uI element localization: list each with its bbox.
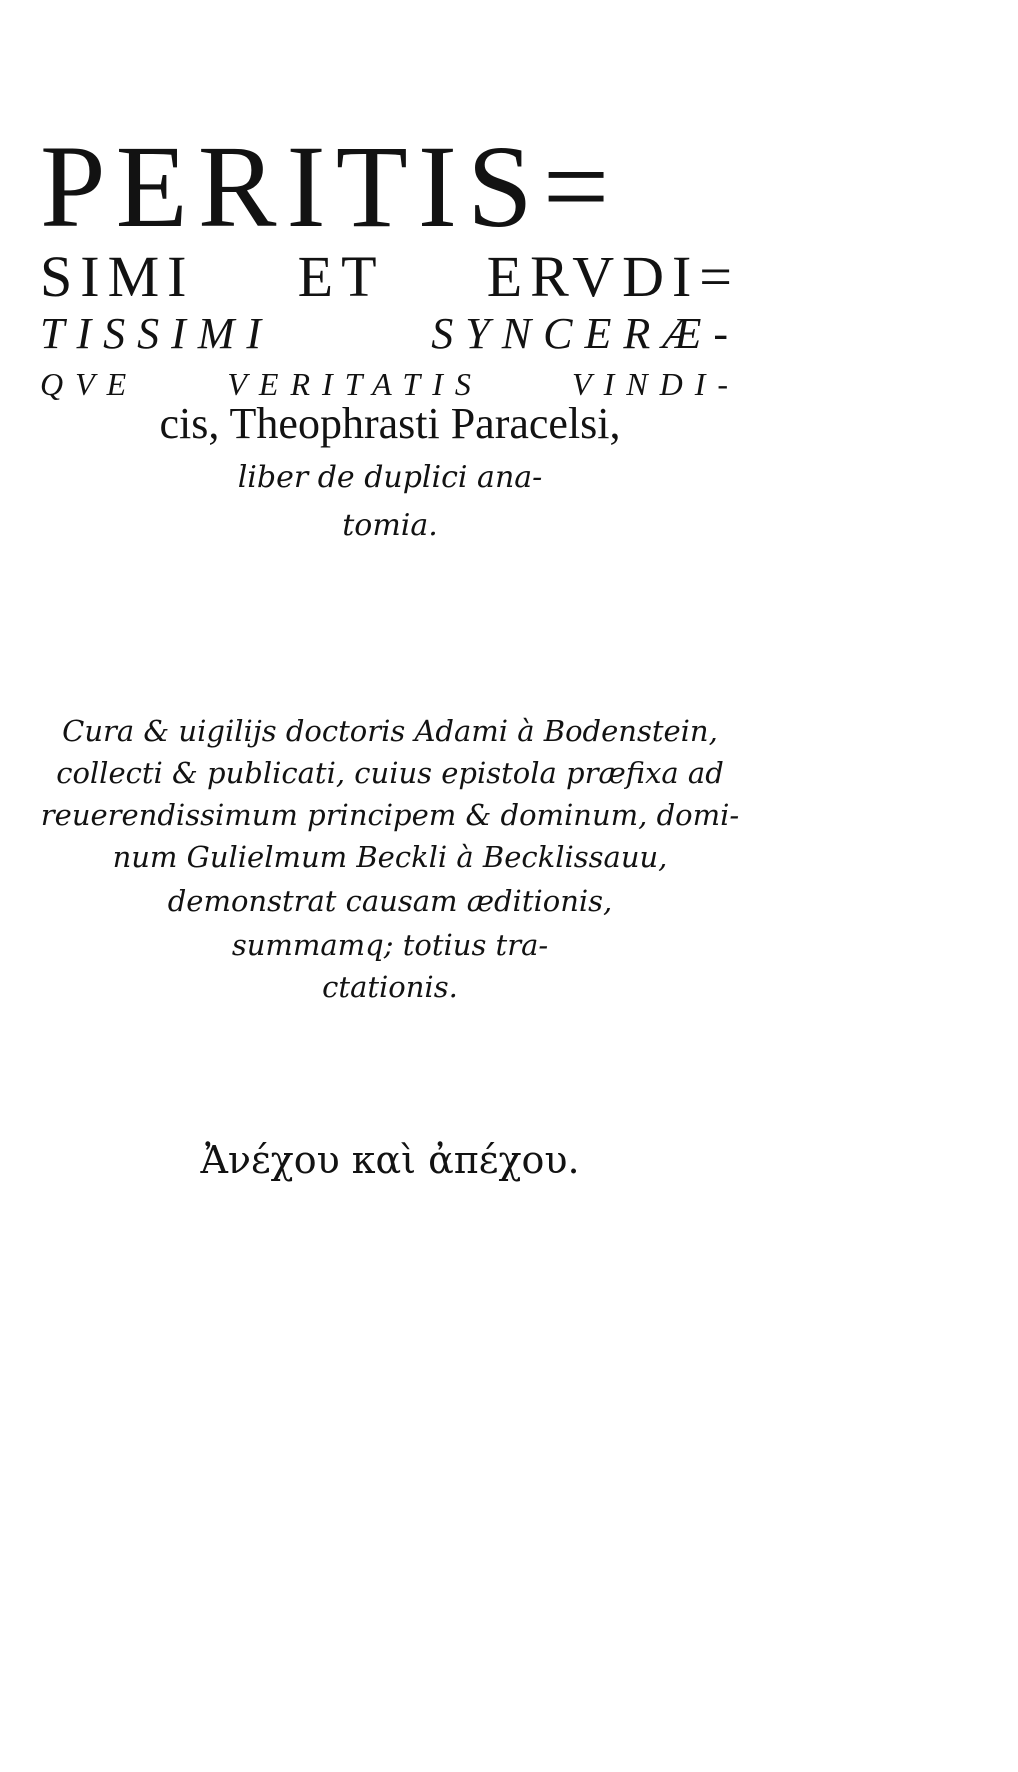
title-line-5: cis, Theophrasti Paracelsi,	[159, 399, 621, 448]
imprint-line-6: summamq; totius tra-	[231, 928, 549, 962]
title-line-2: SIMI ET ERVDI=	[40, 244, 740, 309]
title-line-7: tomia.	[342, 508, 438, 543]
imprint-line-4: num Gulielmum Beckli à Becklissauu,	[112, 840, 668, 874]
imprint-line-3: reuerendissimum principem & dominum, domi-	[40, 798, 740, 832]
imprint-line-2: collecti & publicati, cuius epistola præfixa ad	[56, 756, 724, 790]
title-line-6: liber de duplici ana-	[237, 460, 543, 495]
title-line-4: QVE VERITATIS VINDI-	[40, 366, 740, 402]
imprint-line-7: ctationis.	[322, 970, 458, 1004]
imprint-line-5: demonstrat causam æditionis,	[167, 884, 613, 918]
title-line-1: PERITIS=	[40, 121, 620, 252]
title-line-3: TISSIMI SYNCERÆ-	[40, 309, 740, 358]
imprint-line-1: Cura & uigilijs doctoris Adami à Bodenstein,	[62, 714, 718, 748]
greek-motto: Ἀνέχου καὶ ἀπέχου.	[200, 1138, 580, 1182]
